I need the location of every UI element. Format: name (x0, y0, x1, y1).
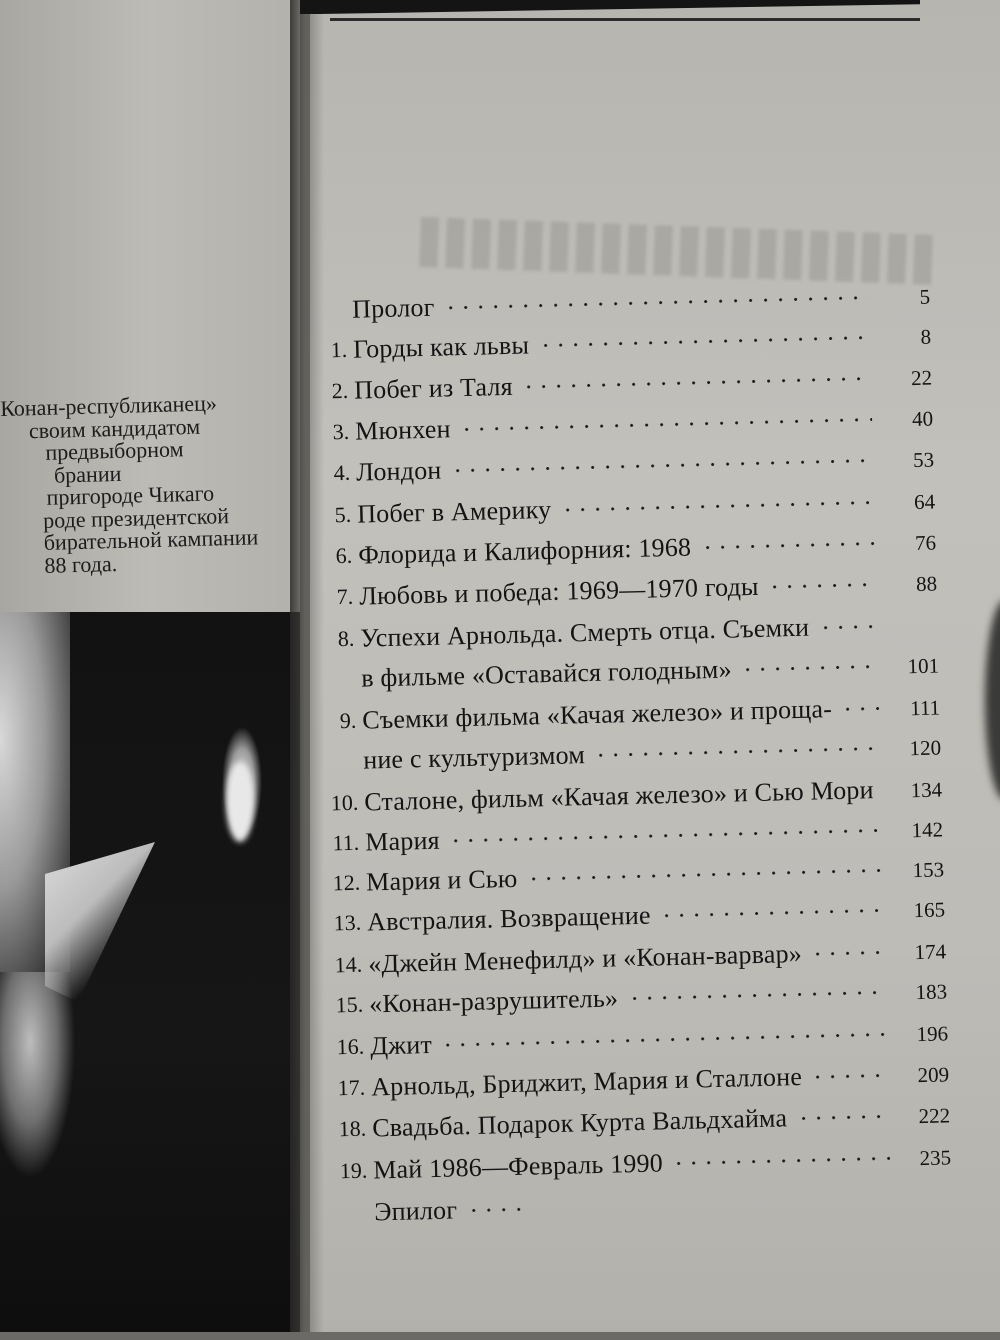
toc-entry-number: 19. (339, 1157, 368, 1184)
toc-entry-page: 53 (912, 447, 935, 473)
caption-line: бирательной кампании (43, 524, 259, 555)
toc-entry-title: Горды как львы (352, 330, 530, 364)
caption-line: Конан-республиканец» (0, 390, 218, 421)
toc-entry-page (888, 613, 938, 614)
toc-leader-dots (767, 583, 876, 589)
toc-entry-page: 8 (920, 324, 932, 349)
toc-entry-title: Джит (369, 1029, 433, 1061)
toc-entry-title: Арнольд, Бриджит, Мария и Сталлоне (370, 1061, 803, 1102)
toc-leader-dots (811, 1074, 889, 1079)
toc-entry-title: Мария и Сью (365, 863, 518, 897)
toc-entry-title: Флорида и Калифорния: 1968 (357, 532, 692, 570)
toc-entry-title: «Джейн Менефилд» и «Конан-варвар» (367, 938, 803, 979)
toc-entry-page: 111 (909, 695, 941, 721)
toc-entry-number: 1. (330, 336, 348, 363)
toc-entry-number (323, 748, 357, 749)
caption-line: 88 года. (44, 550, 118, 578)
toc-entry-page: 174 (914, 939, 947, 965)
toc-entry-title: ние с культуризмом (362, 740, 586, 775)
toc-entry-page: 134 (910, 777, 943, 803)
toc-entry-title: в фильме «Оставайся голодным» (360, 654, 733, 693)
toc-entry-page: 40 (911, 406, 934, 432)
toc-entry-title: Побег из Таля (353, 371, 514, 405)
toc-entry-page: 64 (913, 489, 936, 515)
toc-entry-number: 5. (334, 501, 352, 528)
toc-entry-title: Любовь и победа: 1969—1970 годы (358, 571, 759, 611)
toc-entry-page: 88 (915, 571, 938, 597)
toc-entry-page: 76 (914, 530, 937, 556)
toc-leader-dots (841, 707, 880, 711)
toc-leader-dots (450, 459, 873, 472)
toc-leader-dots (627, 991, 887, 1000)
toc-leader-dots (818, 625, 878, 629)
caption-line: своим кандидатом (28, 413, 201, 443)
toc-entry-page: 153 (912, 857, 945, 883)
toc-leader-dots (810, 951, 885, 956)
toc-entry-title: Май 1986—Февраль 1990 (372, 1148, 664, 1185)
toc-entry-number: 7. (336, 583, 354, 610)
toc-entry-title: Съемки фильма «Качая железо» и проща- (361, 694, 833, 735)
toc-entry-page: 165 (913, 897, 946, 923)
caption-line: роде президентской (42, 502, 230, 533)
toc-entry-page: 5 (919, 284, 931, 309)
toc-entry-title: «Конан-разрушитель» (368, 983, 619, 1019)
toc-entry-title: Лондон (355, 455, 442, 487)
toc-leader-dots (796, 1115, 890, 1120)
toc-entry-number: 12. (332, 869, 361, 896)
toc-entry-number (321, 666, 355, 667)
toc-entry-title: Свадьба. Подарок Курта Вальдхайма (371, 1103, 788, 1143)
toc-leader-dots (560, 501, 875, 512)
caption-line: брании (53, 460, 122, 488)
toc-entry-number: 17. (337, 1074, 366, 1101)
toc-entry-title: Австралия. Возвращение (366, 900, 651, 937)
toc-entry-page: 22 (910, 365, 933, 391)
toc-leader-dots (443, 296, 869, 309)
toc-entry-number: 15. (335, 991, 364, 1018)
toc-entry-page (902, 1187, 952, 1188)
toc-entry-title: Пролог (351, 292, 435, 324)
toc-entry-number: 10. (330, 789, 359, 816)
toc-entry-title: Мария (364, 825, 441, 857)
toc-entry-number: 4. (333, 459, 351, 486)
toc-leader-dots (538, 336, 871, 347)
toc-entry-number: 9. (339, 707, 357, 734)
toc-entry-number: 13. (333, 909, 362, 936)
toc-leader-dots (448, 829, 882, 843)
toc-entry-number (334, 1200, 368, 1201)
toc-entry-page: 196 (916, 1021, 949, 1047)
toc-entry-number: 18. (338, 1115, 367, 1142)
toc-leader-dots (700, 542, 876, 549)
toc-entry-page: 183 (915, 979, 948, 1005)
toc-entry-title: Эпилог (373, 1195, 458, 1227)
toc-leader-dots (672, 1157, 891, 1165)
toc-entry-number: 16. (336, 1033, 365, 1060)
toc-entry-page: 209 (917, 1062, 950, 1088)
toc-entry-page: 120 (909, 735, 942, 761)
toc-leader-dots (441, 1033, 888, 1047)
toc-entry-title: Мюнхен (354, 414, 452, 446)
toc-entry-page: 222 (918, 1103, 951, 1129)
toc-entry-title: Успехи Арнольда. Смерть отца. Съемки (359, 612, 810, 653)
toc-leader-dots (594, 747, 881, 757)
toc-entry-number: 14. (334, 951, 363, 978)
caption-line: предвыборном (45, 436, 184, 465)
toc-entry-number: 8. (337, 625, 355, 652)
toc-leader-dots (526, 869, 883, 881)
toc-entry-page: 101 (907, 653, 940, 679)
toc-entry-number: 11. (332, 829, 360, 856)
toc-leader-dots (521, 377, 871, 389)
toc-entry-number: 3. (332, 418, 350, 445)
toc-entry-title: Сталоне, фильм «Качая железо» и Сью Мори (363, 775, 875, 817)
toc-leader-dots (740, 665, 878, 671)
toc-leader-dots (466, 1208, 526, 1212)
caption-line: пригороде Чикаго (46, 480, 215, 510)
toc-leader-dots (659, 909, 884, 918)
toc-entry-title: Побег в Америку (356, 494, 552, 529)
toc-entry-page: 235 (919, 1145, 952, 1171)
toc-entry-number: 2. (331, 377, 349, 404)
toc-entry-page: 142 (911, 817, 944, 843)
toc-leader-dots (459, 418, 872, 431)
toc-entry-number (312, 297, 346, 298)
toc-entry-number: 6. (335, 542, 353, 569)
